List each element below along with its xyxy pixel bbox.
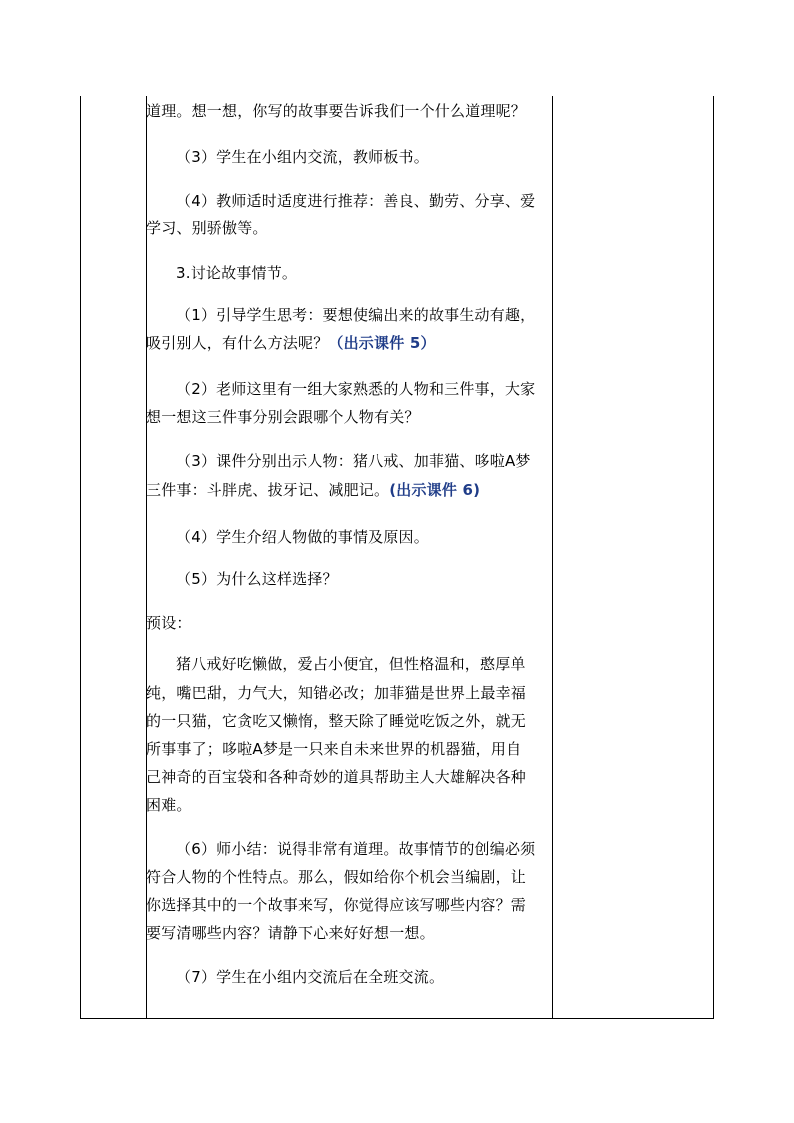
table-border-left [80, 96, 81, 1018]
paragraph: （4）学生介绍人物做的事情及原因。 [176, 528, 429, 546]
paragraph: 你选择其中的一个故事来写，你觉得应该写哪些内容？需 [146, 896, 527, 914]
paragraph: （5）为什么这样选择？ [176, 570, 338, 588]
paragraph: 的一只猫，它贪吃又懒惰，整天除了睡觉吃饭之外，就无 [146, 712, 527, 730]
paragraph: （3）学生在小组内交流，教师板书。 [176, 148, 429, 166]
paragraph: 道理。想一想，你写的故事要告诉我们一个什么道理呢？ [146, 102, 527, 120]
paragraph: （2）老师这里有一组大家熟悉的人物和三件事，大家 [176, 380, 536, 398]
table-border-bottom [80, 1018, 714, 1019]
paragraph: 吸引别人，有什么方法呢？（出示课件 5） [146, 334, 436, 352]
paragraph: 困难。 [146, 796, 192, 814]
paragraph: （7）学生在小组内交流后在全班交流。 [176, 968, 445, 986]
courseware-note: （出示课件 5） [328, 334, 436, 352]
paragraph: 符合人物的个性特点。那么，假如给你个机会当编剧，让 [146, 868, 527, 886]
paragraph: 己神奇的百宝袋和各种奇妙的道具帮助主人大雄解决各种 [146, 768, 527, 786]
paragraph: 学习、别骄傲等。 [146, 219, 268, 237]
paragraph: 想一想这三件事分别会跟哪个人物有关？ [146, 408, 420, 426]
paragraph: （4）教师适时适度进行推荐：善良、勤劳、分享、爱 [176, 192, 536, 210]
paragraph: 所事事了；哆啦A梦是一只来自未来世界的机器猫，用自 [146, 740, 522, 758]
paragraph: （3）课件分别出示人物：猪八戒、加菲猫、哆啦A梦 [176, 452, 531, 470]
paragraph: 三件事：斗胖虎、拔牙记、减肥记。(出示课件 6) [146, 481, 481, 499]
paragraph: （6）师小结：说得非常有道理。故事情节的创编必须 [176, 840, 536, 858]
table-border-right [713, 96, 714, 1018]
section-heading: 3.讨论故事情节。 [176, 264, 298, 282]
paragraph: 纯，嘴巴甜，力气大，知错必改；加菲猫是世界上最幸福 [146, 684, 527, 702]
paragraph: （1）引导学生思考：要想使编出来的故事生动有趣， [176, 306, 536, 324]
paragraph: 猪八戒好吃懒做，爱占小便宜，但性格温和，憨厚单 [176, 655, 526, 673]
paragraph: 预设： [146, 614, 192, 632]
courseware-note: (出示课件 6) [389, 481, 481, 499]
table-divider-2 [552, 96, 553, 1018]
paragraph: 要写清哪些内容？请静下心来好好想一想。 [146, 924, 435, 942]
